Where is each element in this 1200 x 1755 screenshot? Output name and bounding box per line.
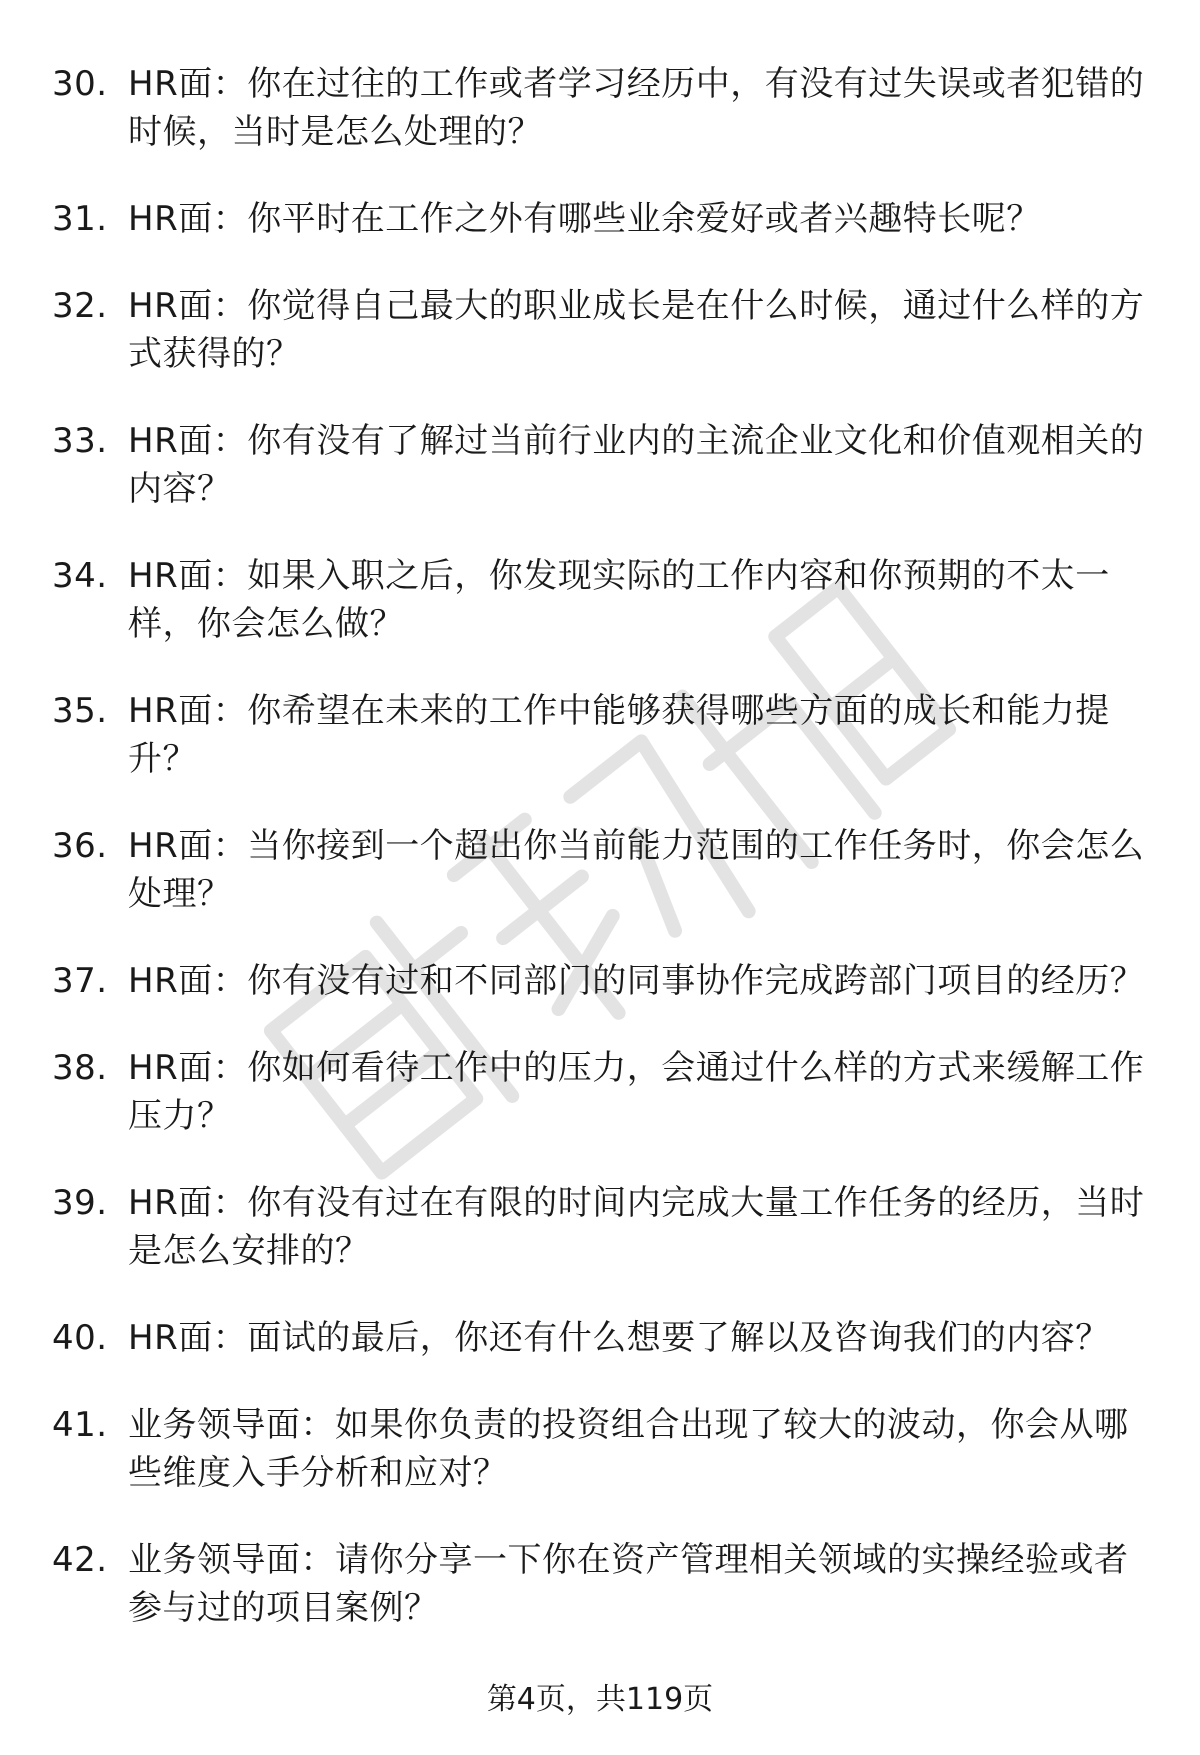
question-number: 34. <box>52 556 108 596</box>
question-text: HR面：如果入职之后，你发现实际的工作内容和你预期的不太一样，你会怎么做？ <box>128 556 1110 644</box>
question-item <box>52 687 1152 783</box>
question-item <box>52 60 1152 156</box>
question-number: 33. <box>52 421 108 461</box>
question-list <box>52 60 1152 1671</box>
question-number: 31. <box>52 199 108 239</box>
question-item <box>52 822 1152 918</box>
question-text: 业务领导面：请你分享一下你在资产管理相关领域的实操经验或者参与过的项目案例？ <box>128 1540 1129 1628</box>
question-number: 41. <box>52 1405 108 1445</box>
question-item <box>52 1314 1152 1362</box>
question-text: HR面：你如何看待工作中的压力，会通过什么样的方式来缓解工作压力？ <box>128 1048 1145 1136</box>
question-text: HR面：你在过往的工作或者学习经历中，有没有过失误或者犯错的时候，当时是怎么处理的？ <box>128 64 1145 152</box>
question-text: HR面：你觉得自己最大的职业成长是在什么时候，通过什么样的方式获得的？ <box>128 286 1145 374</box>
question-item <box>52 1401 1152 1497</box>
question-number: 35. <box>52 691 108 731</box>
question-text: HR面：面试的最后，你还有什么想要了解以及咨询我们的内容？ <box>128 1318 1110 1358</box>
question-text: HR面：你希望在未来的工作中能够获得哪些方面的成长和能力提升？ <box>128 691 1110 779</box>
question-item <box>52 282 1152 378</box>
question-item <box>52 1179 1152 1275</box>
question-item <box>52 1044 1152 1140</box>
question-number: 39. <box>52 1183 108 1223</box>
question-text: HR面：你有没有过在有限的时间内完成大量工作任务的经历，当时是怎么安排的？ <box>128 1183 1145 1271</box>
question-number: 30. <box>52 64 108 104</box>
question-number: 38. <box>52 1048 108 1088</box>
question-number: 32. <box>52 286 108 326</box>
question-item <box>52 957 1152 1005</box>
question-item <box>52 195 1152 243</box>
question-item <box>52 1536 1152 1632</box>
question-text: HR面：你有没有过和不同部门的同事协作完成跨部门项目的经历？ <box>128 961 1145 1001</box>
question-number: 36. <box>52 826 108 866</box>
question-item <box>52 552 1152 648</box>
question-item <box>52 417 1152 513</box>
question-text: HR面：你有没有了解过当前行业内的主流企业文化和价值观相关的内容？ <box>128 421 1145 509</box>
question-text: 业务领导面：如果你负责的投资组合出现了较大的波动，你会从哪些维度入手分析和应对？ <box>128 1405 1129 1493</box>
question-number: 40. <box>52 1318 108 1358</box>
question-text: HR面：你平时在工作之外有哪些业余爱好或者兴趣特长呢？ <box>128 199 1041 239</box>
page-footer: 第4页，共119页 <box>486 1682 714 1717</box>
question-text: HR面：当你接到一个超出你当前能力范围的工作任务时，你会怎么处理？ <box>128 826 1145 914</box>
question-number: 42. <box>52 1540 108 1580</box>
question-number: 37. <box>52 961 108 1001</box>
